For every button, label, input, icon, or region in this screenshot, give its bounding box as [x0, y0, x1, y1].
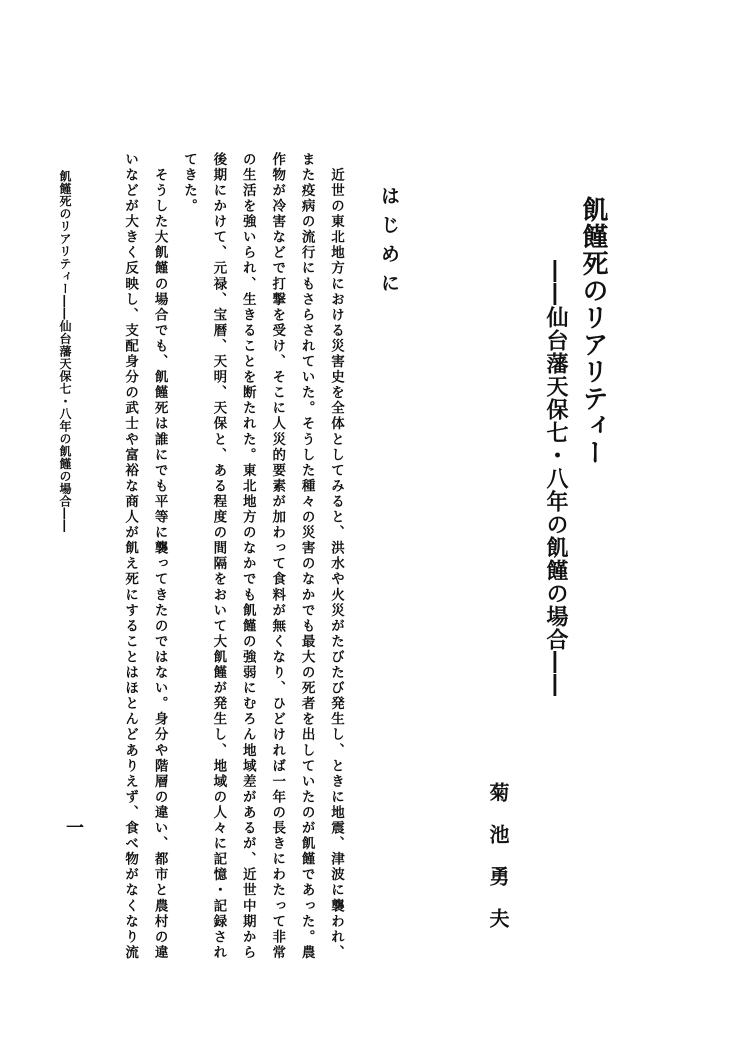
- page-number: 一: [63, 818, 84, 836]
- author-name: 菊池勇夫: [486, 782, 510, 950]
- body-paragraph-1: 近世の東北地方における災害史を全体としてみると、洪水や火災がたびたび発生し、ときに地震、津波に襲われ、また疫病の流行にもさらされていた。そうした種々の災害のなかでも最大の死者を出していたのが飢饉であった。農作物が冷害などで打撃を受け、そこに人災的要素が加わって食料が無くなり、ひどければ一年の長きにわたって非常の生活を強いられ、生きることを断たれた。東北地方のなかでも飢饉の強弱にむろん地域差があるが、近世中期から後期にかけて、元禄、宝暦、天明、天保と、ある程度の間隔をおいて大飢饉が発生し、地域の人々に記憶・記録されてきた。: [180, 152, 344, 961]
- running-head: 飢饉死のリアリティー――仙台藩天保七・八年の飢饉の場合――: [58, 170, 72, 533]
- section-heading: はじめに: [378, 186, 400, 302]
- article-title: 飢饉死のリアリティー: [578, 196, 608, 466]
- body-text: [115, 152, 350, 970]
- article-subtitle: ――仙台藩天保七・八年の飢饉の場合――: [543, 260, 568, 697]
- body-paragraph-2: そうした大飢饉の場合でも、飢饉死は誰にでも平等に襲ってきたのではない。身分や階層の違い、都市と農村の違いなどが大きく反映し、支配身分の武士や富裕な商人が飢え死にすることはほとんどありえず、食べ物がなくなり流: [122, 152, 168, 961]
